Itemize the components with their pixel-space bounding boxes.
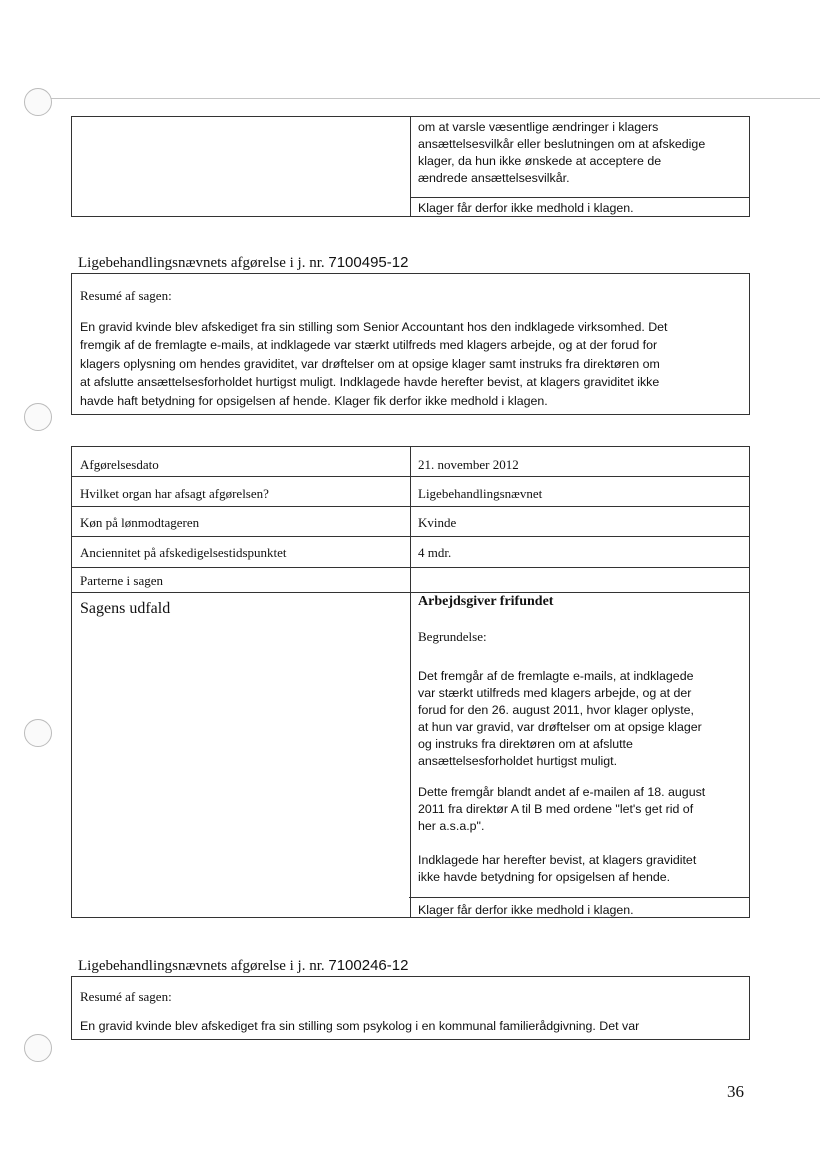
case1-resume-text xyxy=(80,318,668,410)
case1-case-number: 7100495-12 xyxy=(328,254,409,271)
row-divider xyxy=(71,592,749,593)
text-line: var stærkt utilfreds med klagers arbejde, og at der xyxy=(418,686,692,700)
case2-case-number: 7100246-12 xyxy=(328,957,409,974)
text-line: klagers oplysning om hendes graviditet, var drøftelser om at opsige klager samt instruks fra direktøren om xyxy=(80,356,660,371)
punch-hole xyxy=(24,88,52,116)
top-table-text xyxy=(418,119,748,187)
outcome-label: Sagens udfald xyxy=(80,600,171,617)
text-line: Indklagede har herefter bevist, at klagers graviditet xyxy=(418,853,697,867)
row-divider xyxy=(71,476,749,477)
details-conclusion: Klager får derfor ikke medhold i klagen. xyxy=(418,903,634,917)
row-divider xyxy=(71,567,749,568)
row-divider xyxy=(409,897,750,898)
reason-paragraph xyxy=(418,668,702,770)
row-label: Hvilket organ har afsagt afgørelsen? xyxy=(80,486,269,501)
text-line: havde haft betydning for opsigelsen af hende. Klager fik derfor ikke medhold i klagen. xyxy=(80,393,548,408)
text-line: ansættelsesvilkår eller beslutningen om at afskedige xyxy=(418,137,706,151)
evidence-paragraph xyxy=(418,784,705,835)
text-line: ikke havde betydning for opsigelsen af hende. xyxy=(418,870,671,884)
text-line: her a.s.a.p". xyxy=(418,819,485,833)
text-line: klager, da hun ikke ønskede at acceptere de xyxy=(418,154,662,168)
case2-heading-prefix: Ligebehandlingsnævnets afgørelse i j. nr. xyxy=(78,958,325,974)
text-line: fremgik af de fremlagte e-mails, at indklagede var stærkt utilfreds med klagers arbejde, og at der forud for xyxy=(80,338,658,353)
top-table xyxy=(71,116,750,217)
row-label: Afgørelsesdato xyxy=(80,457,159,472)
text-line: forud for den 26. august 2011, hvor klager oplyste, xyxy=(418,703,694,717)
text-line: Det fremgår af de fremlagte e-mails, at indklagede xyxy=(418,669,694,683)
punch-hole xyxy=(24,403,52,431)
column-divider xyxy=(410,117,411,216)
punch-hole xyxy=(24,719,52,747)
text-line: at hun var gravid, var drøftelser om at opsige klager xyxy=(418,720,702,734)
top-table-conclusion: Klager får derfor ikke medhold i klagen. xyxy=(418,201,634,215)
case1-resume-box xyxy=(71,273,750,415)
text-line: En gravid kvinde blev afskediget fra sin stilling som Senior Accountant hos den indklagede virksomhed. Det xyxy=(80,320,668,334)
case1-heading-prefix: Ligebehandlingsnævnets afgørelse i j. nr. xyxy=(78,255,325,271)
case2-heading xyxy=(78,957,408,975)
row-label: Anciennitet på afskedigelsestidspunktet xyxy=(80,545,287,560)
page-number: 36 xyxy=(727,1082,744,1101)
row-divider xyxy=(71,536,749,537)
case1-resume-label: Resumé af sagen: xyxy=(80,288,172,303)
text-line: om at varsle væsentlige ændringer i klagers xyxy=(418,120,659,134)
text-line: ændrede ansættelsesvilkår. xyxy=(418,171,570,185)
row-value: 21. november 2012 xyxy=(418,457,519,472)
reason-label: Begrundelse: xyxy=(418,629,487,644)
text-line: og instruks fra direktøren om at afslutte xyxy=(418,737,633,751)
case2-resume-label: Resumé af sagen: xyxy=(80,989,172,1004)
case2-resume-text: En gravid kvinde blev afskediget fra sin stilling som psykolog i en kommunal familierådgivning. Det var xyxy=(80,1019,640,1033)
case1-heading xyxy=(78,254,408,272)
text-line: 2011 fra direktør A til B med ordene "let's get rid of xyxy=(418,802,694,816)
row-label: Parterne i sagen xyxy=(80,573,164,588)
row-divider xyxy=(71,506,749,507)
case2-resume-box xyxy=(71,976,750,1040)
row-divider xyxy=(410,197,749,198)
text-line: at afslutte ansættelsesforholdet hurtigst muligt. Indklagede havde herefter bevist, at klagers graviditet ikke xyxy=(80,375,660,390)
finding-paragraph xyxy=(418,852,696,886)
outcome-title: Arbejdsgiver frifundet xyxy=(418,594,554,609)
row-value: Ligebehandlingsnævnet xyxy=(418,486,543,501)
page-top-rule xyxy=(48,98,820,99)
text-line: Dette fremgår blandt andet af e-mailen af 18. august xyxy=(418,785,706,799)
punch-hole xyxy=(24,1034,52,1062)
row-value: Kvinde xyxy=(418,515,457,530)
text-line: ansættelsesforholdet hurtigst muligt. xyxy=(418,754,618,768)
row-value: 4 mdr. xyxy=(418,545,452,560)
column-divider xyxy=(410,447,411,917)
row-label: Køn på lønmodtageren xyxy=(80,515,200,530)
